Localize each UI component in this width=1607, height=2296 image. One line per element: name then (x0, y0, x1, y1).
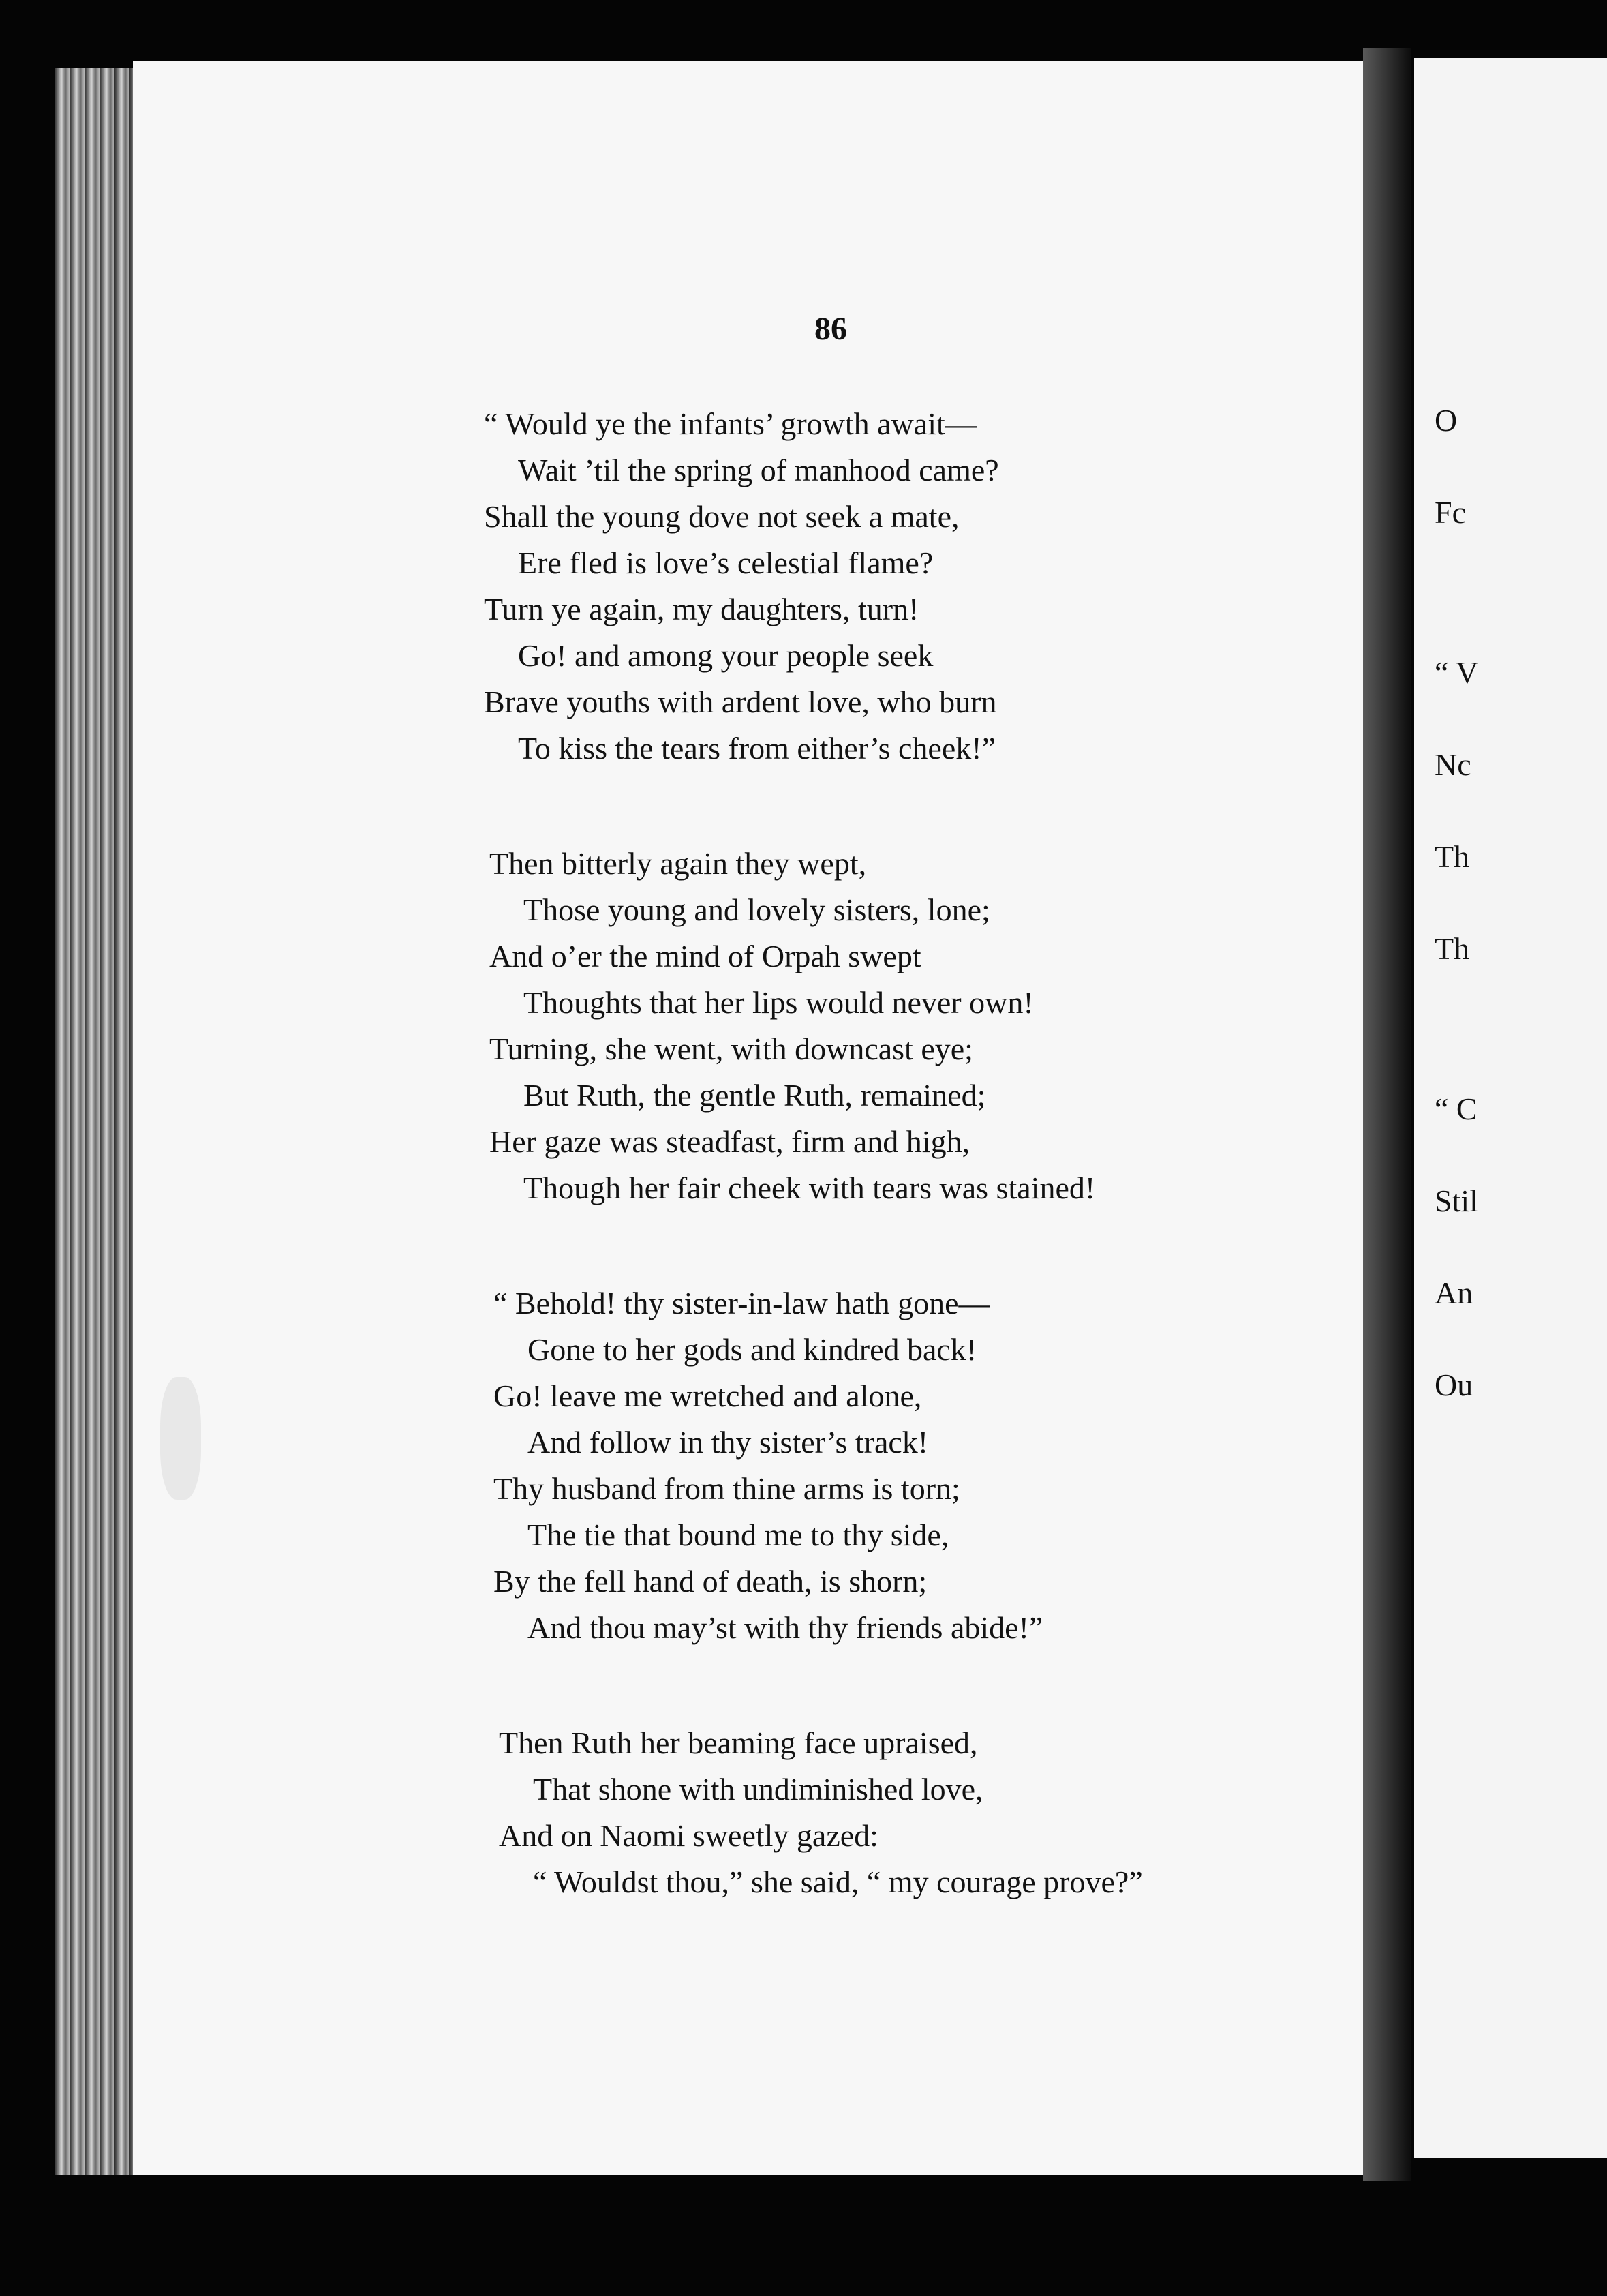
poem-line: Shall the young dove not seek a mate, (484, 499, 960, 534)
poem-line: Go! leave me wretched and alone, (493, 1378, 922, 1413)
facing-page-fragment: Th (1435, 931, 1470, 966)
facing-page-fragment: “ V (1435, 655, 1479, 690)
facing-page-fragment: “ C (1435, 1091, 1478, 1126)
facing-page-fragment: Nc (1435, 747, 1471, 782)
facing-page-fragment: Ou (1435, 1368, 1473, 1402)
facing-page-fragment: An (1435, 1275, 1473, 1310)
poem-line: And o’er the mind of Orpah swept (489, 939, 921, 973)
page-number: 86 (814, 311, 847, 347)
poem-line: Brave youths with ardent love, who burn (484, 684, 997, 719)
poem-line: And on Naomi sweetly gazed: (499, 1818, 878, 1853)
poem-line: Turning, she went, with downcast eye; (489, 1031, 973, 1066)
scan-artifact (160, 1377, 201, 1500)
poem-line: Turn ye again, my daughters, turn! (484, 592, 919, 626)
poem-line: That shone with undiminished love, (533, 1772, 983, 1807)
poem-line: Her gaze was steadfast, firm and high, (489, 1124, 970, 1159)
poem-line: Ere fled is love’s celestial flame? (518, 545, 934, 580)
poem-line: Thy husband from thine arms is torn; (493, 1471, 960, 1506)
poem-line: “ Wouldst thou,” she said, “ my courage prove?” (533, 1864, 1143, 1899)
left-page (133, 61, 1363, 2175)
book-gutter-shadow (1363, 48, 1411, 2181)
poem-line: Then bitterly again they wept, (489, 846, 867, 881)
poem-line: Those young and lovely sisters, lone; (523, 892, 990, 927)
poem-line: Go! and among your people seek (518, 638, 934, 673)
facing-page-fragment: Stil (1435, 1183, 1478, 1218)
poem-line: “ Behold! thy sister-in-law hath gone— (493, 1286, 990, 1320)
poem-line: And thou may’st with thy friends abide!” (527, 1610, 1043, 1645)
facing-page-fragment: Th (1435, 839, 1470, 874)
poem-line: Though her fair cheek with tears was stained! (523, 1170, 1096, 1205)
poem-line: To kiss the tears from either’s cheek!” (518, 731, 996, 766)
poem-line: By the fell hand of death, is shorn; (493, 1564, 928, 1599)
poem-line: And follow in thy sister’s track! (527, 1425, 929, 1460)
poem-line: Gone to her gods and kindred back! (527, 1332, 977, 1367)
poem-line: Thoughts that her lips would never own! (523, 985, 1034, 1020)
poem-line: Wait ’til the spring of manhood came? (518, 453, 999, 487)
poem-line: “ Would ye the infants’ growth await— (484, 406, 977, 441)
poem-line: The tie that bound me to thy side, (527, 1517, 949, 1552)
book-page-edges (55, 68, 136, 2175)
poem-line: Then Ruth her beaming face upraised, (499, 1725, 978, 1760)
facing-page-fragment: O (1435, 403, 1458, 438)
facing-page (1414, 58, 1607, 2158)
poem-line: But Ruth, the gentle Ruth, remained; (523, 1078, 986, 1113)
facing-page-fragment: Fc (1435, 495, 1466, 530)
